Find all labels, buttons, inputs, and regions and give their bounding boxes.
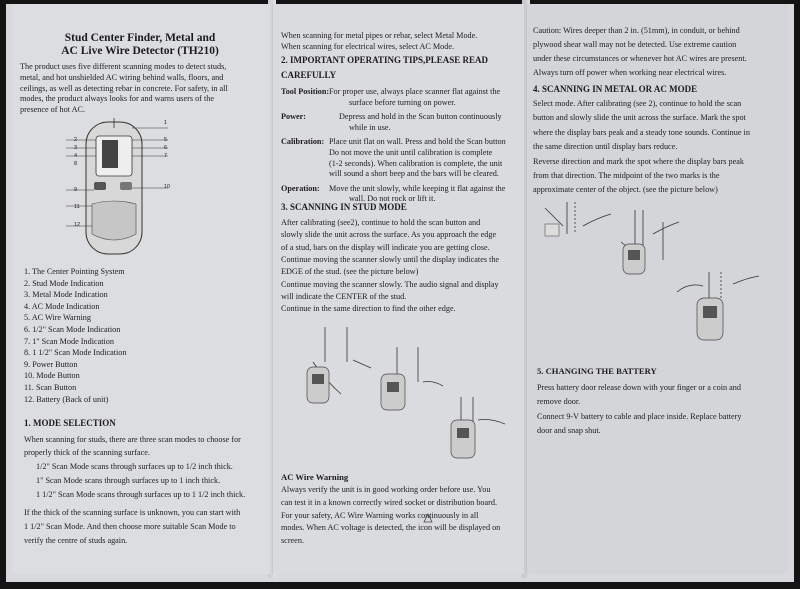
body-line: Continue moving the scanner slowly. The audio signal and display	[281, 279, 499, 289]
column-middle	[272, 4, 524, 574]
intro-line: modes, the product always looks for and warns users of the	[20, 94, 214, 104]
tip-text: For proper use, always place scanner flat against the	[329, 87, 501, 96]
body-line: If the thick of the scanning surface is unknown, you can start with	[24, 508, 241, 517]
body-line: approximate center of the object. (see the picture below)	[533, 185, 718, 195]
diagram-callout: 10	[164, 184, 171, 190]
diagram-callout: 1	[164, 120, 168, 126]
parts-list-item: 11. Scan Button	[24, 383, 77, 392]
diagram-callout: 5	[164, 137, 168, 143]
diagram-callout: 2	[74, 137, 78, 143]
intro-line: The product uses five different scanning modes to detect studs,	[20, 62, 227, 71]
ac-warning-icon	[424, 514, 432, 522]
diagram-callout: 6	[164, 145, 168, 151]
tip-term: Calibration:	[281, 137, 325, 147]
tip-text: while in use.	[349, 122, 391, 132]
parts-list-item: 6. 1/2" Scan Mode Indication	[24, 325, 121, 334]
caution-line: plywood shear wall may not be detected. Use extreme caution	[533, 40, 737, 49]
column-left	[12, 4, 270, 574]
tip-text: Do not move the unit until calibration is complete	[329, 148, 493, 157]
caution-line: Always turn off power when working near electrical wires.	[533, 68, 727, 77]
diagram-callout: 9	[74, 187, 78, 193]
intro-line: presence of hot AC.	[20, 105, 86, 115]
parts-list-item: 2. Stud Mode Indication	[24, 278, 104, 288]
intro-line: ceilings, as well as detecting rebar in concrete. For safety, in all	[20, 83, 228, 93]
body-line: For your safety, AC Wire Warning works continuously in all	[281, 510, 479, 520]
body-line: slowly slide the unit across the surface. As you approach the edge	[281, 230, 497, 240]
tip-text: Place unit flat on wall. Press and hold the Scan button	[329, 137, 506, 147]
stud-scan-diagram	[293, 322, 513, 472]
body-line: Reverse direction and mark the spot where the display bars peak	[533, 156, 744, 166]
doc-title-line1: Stud Center Finder, Metal and	[64, 32, 216, 44]
scan-mode-line: 1/2" Scan Mode scans through surfaces up to 1/2 inch thick.	[36, 462, 233, 471]
scanner-illustration	[545, 202, 611, 236]
body-line: from that direction. The midpoint of the two marks is the	[533, 171, 720, 180]
diagram-callout: 8	[74, 161, 78, 167]
section-heading: 1. MODE SELECTION	[24, 418, 116, 428]
section-heading: CAREFULLY	[281, 70, 337, 80]
body-line: EDGE of the stud. (see the picture below)	[281, 267, 419, 277]
caution-line: Caution: Wires deeper than 2 in. (51mm), in conduit, or behind	[533, 26, 740, 35]
parts-list-item: 10. Mode Button	[24, 371, 80, 381]
scanner-illustration	[381, 347, 443, 410]
body-line: Press battery door release down with your finger or a coin and	[537, 383, 741, 392]
body-line: 1 1/2" Scan Mode. And then choose more suitable Scan Mode to	[24, 522, 236, 531]
body-line: Select mode. After calibrating (see 2), continue to hold the scan	[533, 99, 742, 108]
scanner-illustration	[307, 327, 371, 403]
device-diagram	[64, 114, 174, 259]
metal-scan-diagram	[537, 202, 777, 352]
parts-list-item: 5. AC Wire Warning	[24, 313, 91, 323]
parts-list-item: 12. Battery (Back of unit)	[24, 394, 109, 404]
section-heading: 5. CHANGING THE BATTERY	[537, 366, 657, 376]
body-line: Continue moving the scanner slowly until the display indicates the	[281, 254, 500, 264]
tip-term: Tool Position:	[281, 87, 330, 96]
parts-list-item: 7. 1" Scan Mode Indication	[24, 336, 114, 346]
section-heading: 3. SCANNING IN STUD MODE	[281, 202, 407, 212]
body-line: Always verify the unit is in good working order before use. You	[281, 485, 491, 494]
tip-text: surface before turning on power.	[349, 97, 456, 107]
scanner-illustration	[451, 397, 505, 458]
tip-term: Operation:	[281, 183, 320, 193]
tip-term: Power:	[281, 112, 307, 122]
parts-list-item: 3. Metal Mode Indication	[24, 290, 108, 300]
tip-text: (1-2 seconds). When calibration is complete, the unit	[329, 158, 503, 168]
power-button-shape	[120, 182, 132, 190]
intro-line: metal, and hot unshielded AC wiring behind walls, floors, and	[20, 72, 224, 82]
diagram-callout: 3	[74, 145, 78, 151]
scanner-illustration	[621, 210, 679, 274]
scan-mode-line: 1" Scan Mode scans through surfaces up to 1 inch thick.	[36, 476, 221, 485]
doc-title-line2: AC Live Wire Detector (TH210)	[61, 45, 219, 57]
parts-list-item: 4. AC Mode Indication	[24, 301, 100, 311]
mode-button-shape	[94, 182, 106, 190]
tip-text: will sound a short beep and the bars will be cleared.	[329, 169, 499, 179]
body-line: the same direction until display bars reduce.	[533, 142, 678, 152]
caution-line: under these circumstances or whenever hot AC wires are present.	[533, 54, 747, 63]
body-line: properly thick of the scanning surface.	[24, 447, 150, 457]
tip-text: wall. Do not rock or lift it.	[349, 194, 436, 204]
body-line: remove door.	[537, 397, 581, 407]
body-line: screen.	[281, 536, 304, 546]
body-line: When scanning for metal pipes or rebar, select Metal Mode.	[281, 31, 478, 40]
body-line: door and snap shut.	[537, 426, 601, 436]
body-line: After calibrating (see2), continue to hold the scan button and	[281, 218, 481, 227]
section-heading: AC Wire Warning	[281, 472, 349, 482]
section-heading: 4. SCANNING IN METAL OR AC MODE	[533, 84, 698, 94]
body-line: When scanning for electrical wires, select AC Mode.	[281, 42, 455, 51]
body-line: Connect 9-V battery to cable and place inside. Replace battery	[537, 411, 742, 421]
diagram-callout: 12	[74, 222, 81, 228]
scan-mode-line: 1 1/2" Scan Mode scans through surfaces up to 1 1/2 inch thick.	[36, 490, 246, 499]
body-line: Continue in the same direction to find the other edge.	[281, 304, 456, 314]
tip-text: Move the unit slowly, while keeping it flat against the	[329, 183, 506, 193]
parts-list-item: 8. 1 1/2" Scan Mode Indication	[24, 348, 127, 358]
body-line: modes. When AC voltage is detected, the icon will be displayed on	[281, 523, 501, 533]
device-grip	[92, 201, 136, 240]
body-line: button and slowly slide the unit across the surface. Mark the spot	[533, 113, 746, 123]
device-screen	[102, 140, 118, 168]
diagram-callout: 4	[74, 153, 78, 159]
body-line: will indicate the CENTER of the stud.	[281, 291, 407, 301]
section-heading: 2. IMPORTANT OPERATING TIPS,PLEASE READ	[281, 55, 489, 65]
column-right	[526, 4, 788, 574]
body-line: can test it in a known correctly wired socket or distribution board.	[281, 497, 498, 507]
tip-text: Depress and hold in the Scan button continuously	[339, 112, 502, 122]
body-line: verify the centre of studs again.	[24, 536, 128, 545]
body-line: When scanning for studs, there are three scan modes to choose for	[24, 435, 241, 444]
scanner-illustration	[677, 272, 759, 340]
diagram-callout: 11	[74, 204, 80, 210]
body-line: of a stud, bars on the display will indicate you are getting close.	[281, 242, 490, 252]
body-line: where the display bars peak and a steady tone sounds. Continue in	[533, 127, 750, 137]
parts-list-item: 9. Power Button	[24, 359, 78, 369]
parts-list-item: 1. The Center Pointing System	[24, 267, 125, 276]
diagram-callout: 7	[164, 153, 168, 159]
